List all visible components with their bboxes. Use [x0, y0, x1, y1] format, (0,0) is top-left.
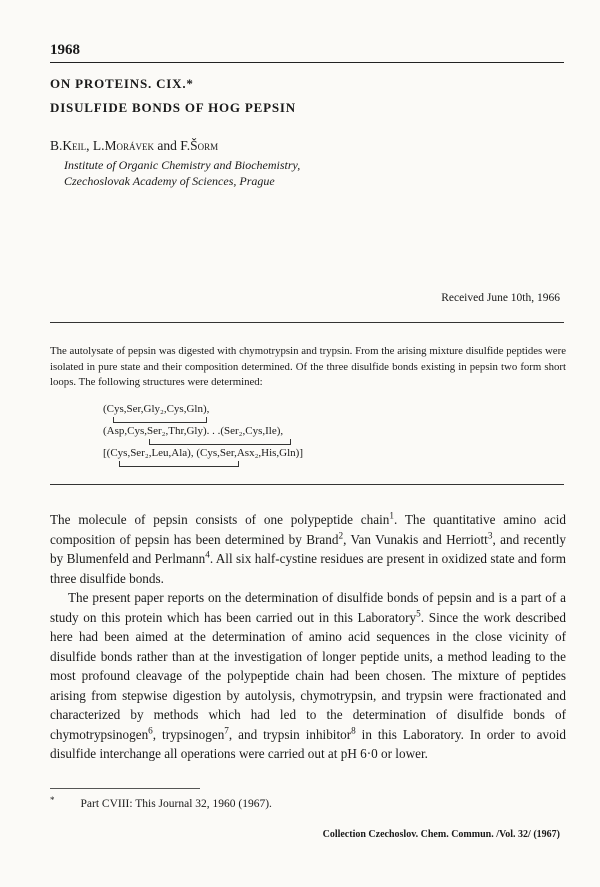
paragraph-1: The molecule of pepsin consists of one polypeptide chain$^1$. The quantitative amino acid composition of pepsin has been determined by Brand$^2$, Van Vunakis and Herriott$^3$, and recently by Blumenfeld and Perlmann$^4$. All six half-cystine residues are present in oxidized state and form three disulfide bonds. [50, 510, 567, 586]
ref-2: 2 [338, 530, 344, 541]
paper-series-title: ON PROTEINS. CIX.* [50, 76, 194, 91]
received-date: Received June 10th, 1966 [441, 292, 560, 304]
ref-5: 5 [416, 608, 421, 619]
journal-footer: Collection Czechoslov. Chem. Commun. /Vol. 32/ (1967) [322, 829, 560, 840]
author-conjunction: and [157, 138, 177, 153]
ref-6: 6 [148, 725, 153, 736]
authors: B.Keil, L.Morávek and F.Šorm [50, 138, 219, 153]
ref-4: 4 [205, 549, 210, 560]
author-3-name: Šorm [190, 138, 219, 153]
structure-2: (Asp,Cys,Ser₂,Thr,Gly). . .(Ser₂,Cys,Ile), [103, 425, 284, 437]
affiliation [64, 157, 300, 189]
structure-1: (Cys,Ser,Gly₂,Cys,Gln), [103, 403, 210, 415]
disulfide-bracket-1 [113, 417, 207, 423]
structure-3: [(Cys,Ser₂,Leu,Ala), (Cys,Ser,Asx₂,His,Gln)] [103, 447, 304, 459]
author-2-name: Morávek [104, 138, 155, 153]
author-3-initial: F. [180, 138, 191, 153]
affiliation-line-1: Institute of Organic Chemistry and Biochemistry, [64, 158, 301, 172]
disulfide-bracket-3 [119, 461, 239, 467]
main-text [50, 510, 566, 764]
footnote [50, 795, 272, 810]
author-2-initial: L. [92, 138, 105, 153]
ref-8: 8 [351, 725, 356, 736]
abstract-bottom-rule [50, 484, 564, 485]
ref-3: 3 [487, 530, 493, 541]
footnote-mark: * [50, 795, 55, 805]
author-1-initial: B. [50, 138, 63, 153]
ref-1: 1 [389, 510, 394, 521]
abstract-top-rule [50, 322, 564, 323]
paper-title: DISULFIDE BONDS OF HOG PEPSIN [50, 100, 296, 115]
page-number: 1968 [50, 42, 80, 58]
footnote-text: Part CVIII: This Journal 32, 1960 (1967). [80, 798, 272, 810]
header-rule [50, 62, 564, 63]
footnote-rule [50, 788, 200, 789]
abstract: The autolysate of pepsin was digested with chymotrypsin and trypsin. From the arising mixture disulfide peptides were isolated in pure state and their composition determined. Of the three disulfide bonds existing in pepsin two form short loops. The following structures were determined: [50, 345, 566, 388]
ref-7: 7 [224, 725, 229, 736]
disulfide-bracket-2 [149, 439, 291, 445]
author-1-name: Keil [62, 138, 87, 153]
affiliation-line-2: Czechoslovak Academy of Sciences, Prague [64, 174, 275, 188]
paragraph-2: The present paper reports on the determination of disulfide bonds of pepsin and is a part of a study on this protein which has been carried out in this Laboratory$^5$. Since the work described here had been aimed at the determination of amino acid sequences in the close vicinity of disulfide bonds rather than at the investigation of longer peptide units, a method leading to the most profound cleavage of the polypeptide chain had been chosen. The mixture of peptides arising from stepwise digestion by autolysis, chymotrypsin, and trypsin were fractionated and characterized by methods which had led to the determination of disulfide bonds of chymotrypsinogen$^6$, trypsinogen$^7$, and trypsin inhibitor$^8$ in this Laboratory. In order to avoid disulfide interchange all operations were carried out at pH 6·0 or lower. [50, 590, 566, 761]
